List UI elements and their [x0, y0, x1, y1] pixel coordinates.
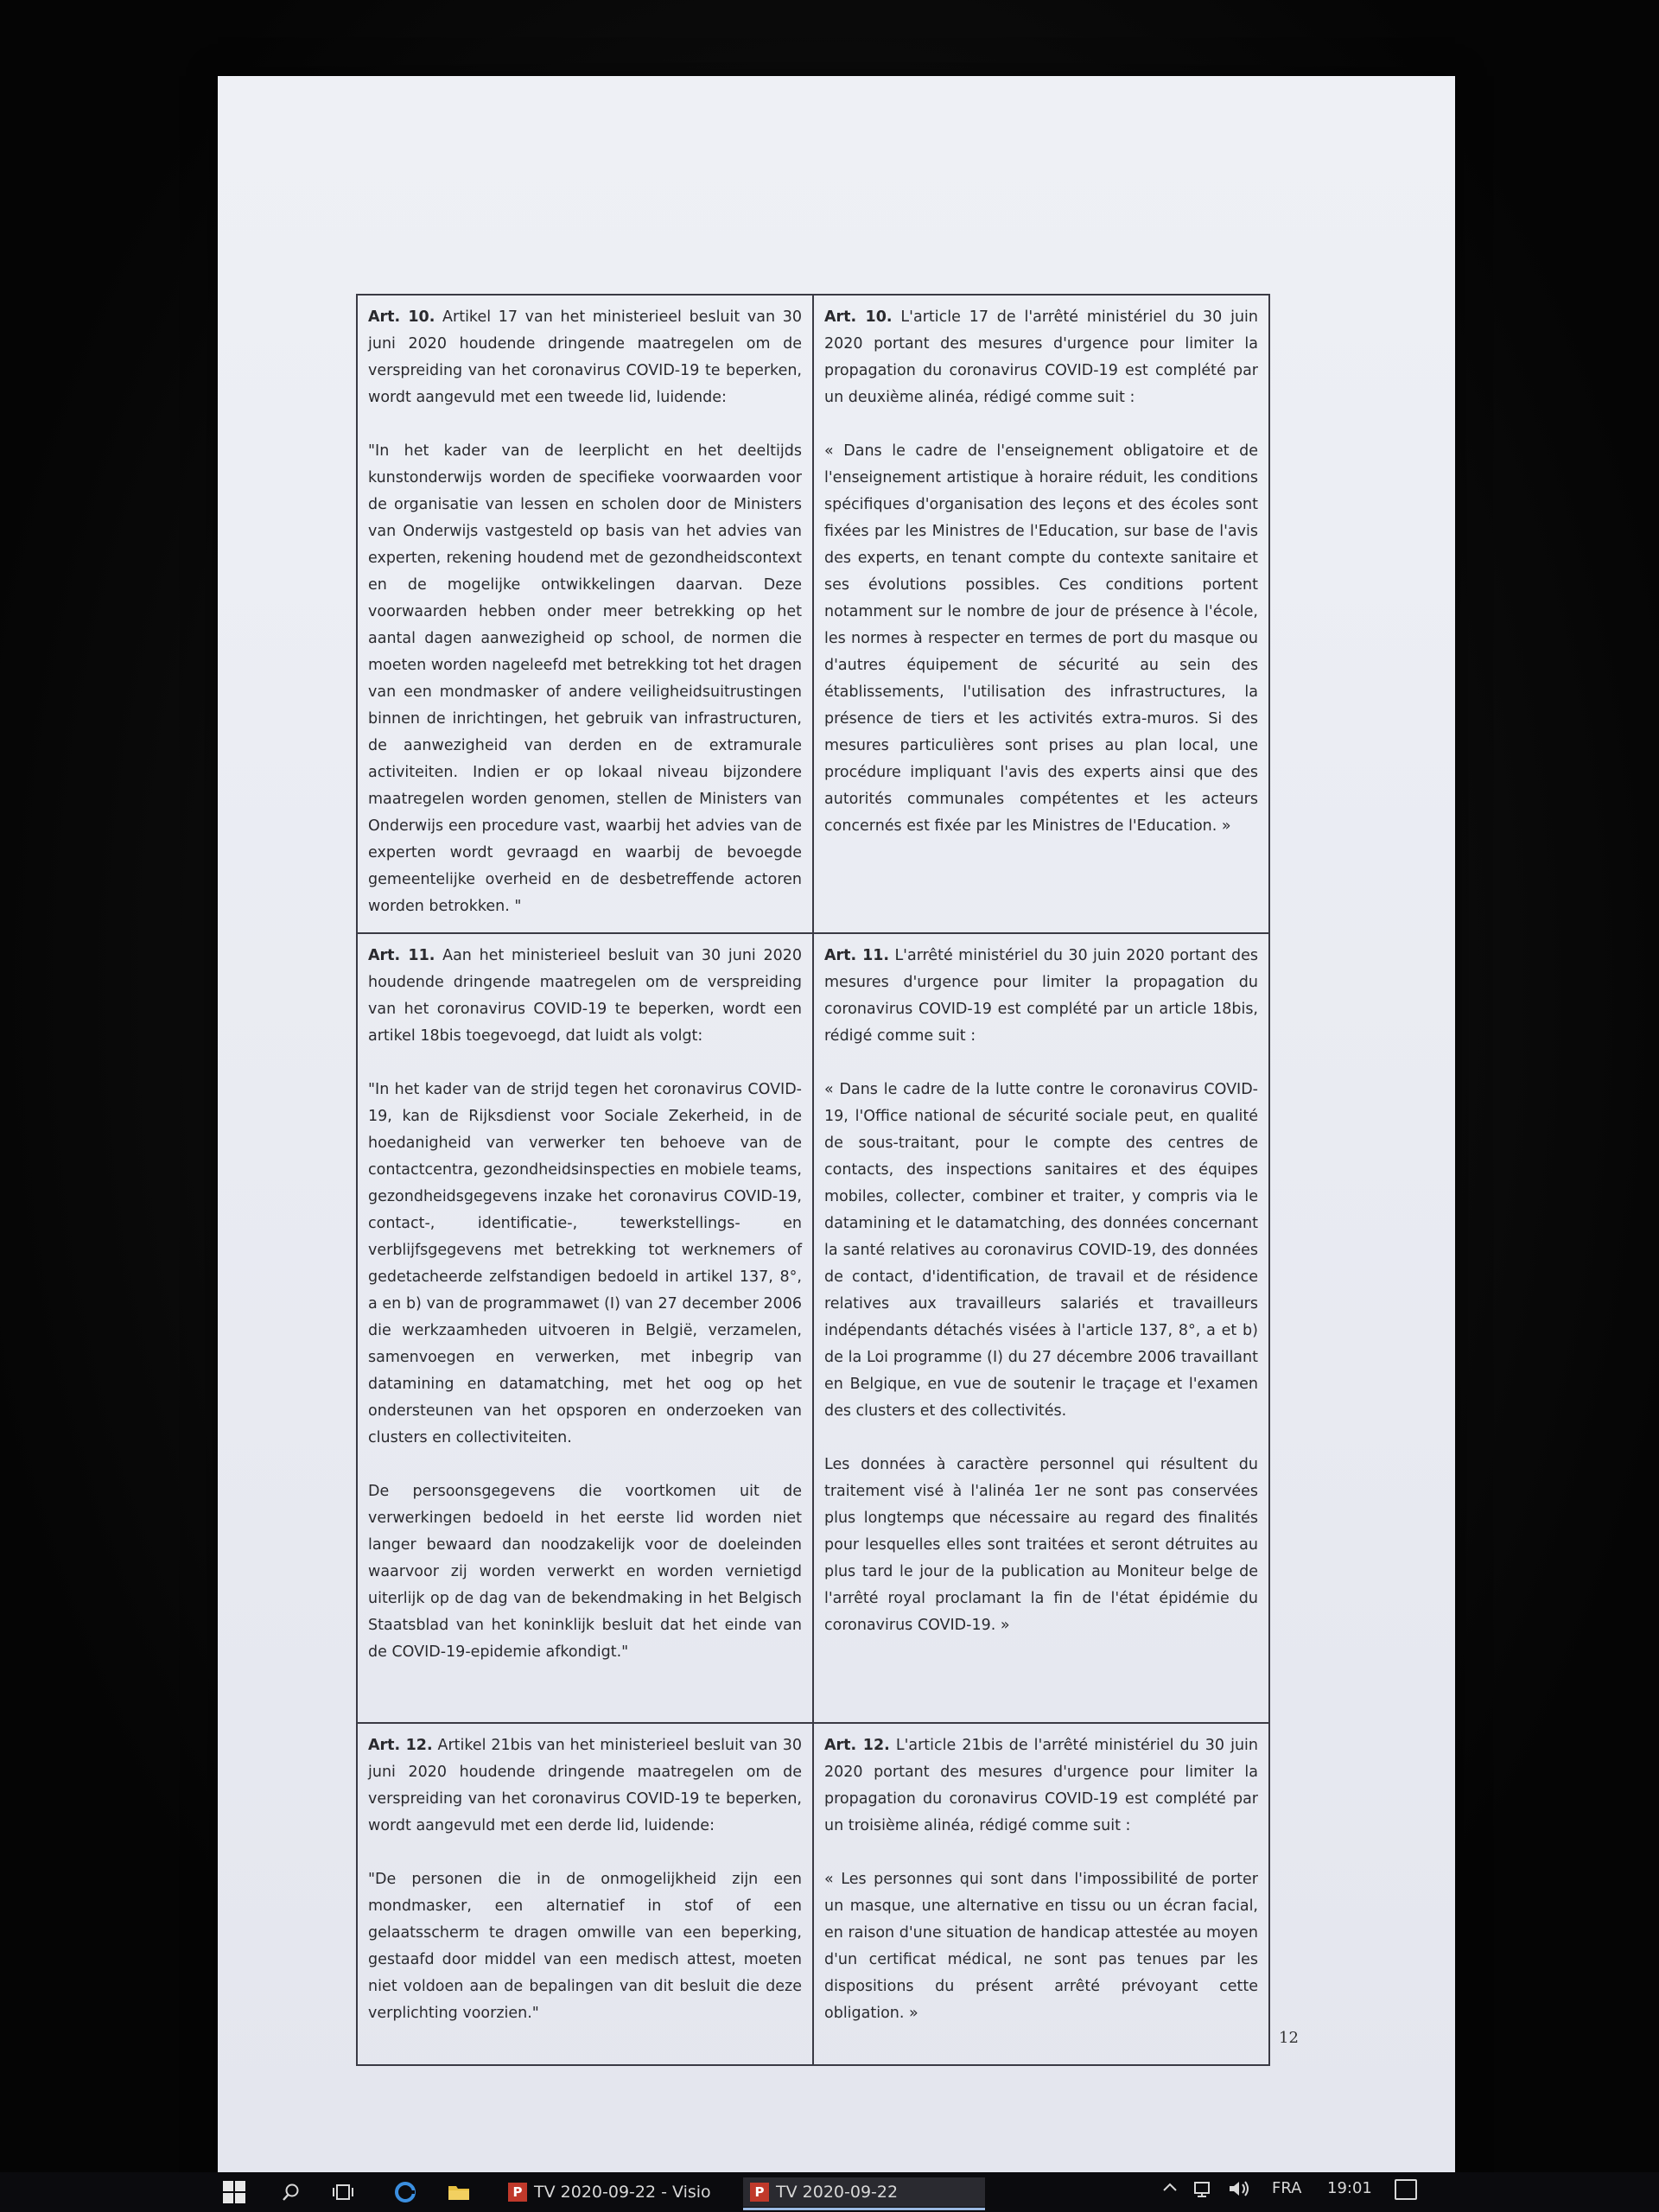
article-11-french-quote: « Dans le cadre de la lutte contre le coronavirus COVID-19, l'Office national de sécurité sociale peut, en qualité de sous-traitant, pour le compte des centres de contacts, des inspections sanitaires et des équipes mobiles, collecter, combiner et traiter, y compris via le datamining et le datamatching, des données concernant la santé relatives au coronavirus COVID-19, des données de contact, d'identification, de travail et de résidence relatives aux travailleurs salariés et travailleurs indépendants détachés visées à l'article 137, 8°, a et b) de la Loi programme (I) du 27 décembre 2006 travaillant en Belgique, en vue de soutenir le traçage et l'examen des clusters et des collectivités. [824, 1081, 1258, 1420]
article-12-dutch-cell [357, 1723, 813, 2065]
show-hidden-icons-chevron-icon[interactable] [1161, 2179, 1179, 2201]
article-11-dutch-second-paragraph: De persoonsgegevens die voortkomen uit de verwerkingen bedoeld in het eerste lid worden niet langer bewaard dan noodzakelijk voor de doeleinden waarvoor zij worden verwerkt en worden vernietigd uiterlijk op de dag van de bekendmaking in het Belgisch Staatsblad van het koninklijk besluit dat het einde van de COVID-19-epidemie afkondigt." [368, 1483, 802, 1661]
taskbar-app-visio[interactable] [501, 2177, 743, 2207]
input-language-indicator[interactable]: FRA [1272, 2179, 1302, 2197]
article-11-dutch-quote: "In het kader van de strijd tegen het coronavirus COVID-19, kan de Rijksdienst voor Sociale Zekerheid, in de hoedanigheid van verwerker ten behoeve van de contactcentra, gezondheidsinspecties en mobiele teams, gezondheidsgegevens inzake het coronavirus COVID-19, contact-, identificatie-, tewerkstellings- en verblijfsgegevens met betrekking tot werknemers of gedetacheerde zelfstandigen bedoeld in artikel 137, 8°, a en b) van de programmawet (I) van 27 december 2006 die werkzaamheden uitvoeren in België, verzamelen, samenvoegen en verwerken, met inbegrip van datamining en datamatching, met het oog op het ondersteunen van het opsporen en onderzoeken van clusters en collectiviteiten. [368, 1081, 802, 1446]
network-glyph-icon [1192, 2179, 1213, 2198]
article-number: Art. 10. [368, 308, 435, 326]
search-icon[interactable] [278, 2179, 304, 2205]
notification-bubble-icon [1395, 2179, 1417, 2200]
network-icon[interactable] [1192, 2179, 1213, 2202]
windows-start-icon[interactable] [221, 2179, 247, 2205]
article-number: Art. 11. [368, 947, 435, 964]
article-text: L'article 17 de l'arrêté ministériel du 30 juin 2020 portant des mesures d'urgence pour limiter la propagation du coronavirus COVID-19 est complété par un deuxième alinéa, rédigé comme suit : [824, 308, 1258, 406]
article-text: L'article 21bis de l'arrêté ministériel du 30 juin 2020 portant des mesures d'urgence pour limiter la propagation du coronavirus COVID-19 est complété par un troisième alinéa, rédigé comme suit : [824, 1737, 1258, 1834]
article-number: Art. 11. [824, 947, 890, 964]
search-glyph-icon [281, 2182, 302, 2202]
article-11-french-intro [824, 943, 1258, 1050]
article-11-dutch-intro [368, 943, 802, 1050]
article-11-french-second-paragraph: Les données à caractère personnel qui résultent du traitement visé à l'alinéa 1er ne sont pas conservées plus longtemps que nécessaire au regard des finalités pour lesquelles elles sont traitées et seront détruites au plus tard le jour de la publication au Moniteur belge de l'arrêté royal proclamant la fin de l'état épidémie du coronavirus COVID-19. » [824, 1456, 1258, 1634]
taskbar-app-label: TV 2020-09-22 [776, 2183, 899, 2202]
volume-icon[interactable] [1227, 2179, 1251, 2202]
article-number: Art. 12. [824, 1737, 890, 1754]
powerpoint-icon: P [508, 2183, 527, 2202]
article-text: Aan het ministerieel besluit van 30 juni 2020 houdende dringende maatregelen om de verspreiding van het coronavirus COVID-19 te beperken, wordt een artikel 18bis toegevoegd, dat luidt als volgt: [368, 947, 802, 1045]
edge-glyph-icon [394, 2181, 416, 2203]
page-number: 12 [1279, 2029, 1299, 2047]
powerpoint-icon: P [750, 2183, 769, 2202]
windows-taskbar [0, 2172, 1659, 2212]
table-row [357, 295, 1269, 933]
table-row [357, 1723, 1269, 2065]
article-text: Artikel 17 van het ministerieel besluit van 30 juni 2020 houdende dringende maatregelen om de verspreiding van het coronavirus COVID-19 te beperken, wordt aangevuld met een tweede lid, luidende: [368, 308, 802, 406]
article-text: Artikel 21bis van het ministerieel besluit van 30 juni 2020 houdende dringende maatregelen om de verspreiding van het coronavirus COVID-19 te beperken, wordt aangevuld met een derde lid, luidende: [368, 1737, 802, 1834]
article-10-dutch-quote: "In het kader van de leerplicht en het deeltijds kunstonderwijs worden de specifieke voorwaarden voor de organisatie van lessen en scholen door de Ministers van Onderwijs vastgesteld op basis van het advies van experten, rekening houdend met de gezondheidscontext en de mogelijke ontwikkelingen daarvan. Deze voorwaarden hebben onder meer betrekking op het aantal dagen aanwezigheid op school, de normen die moeten worden nageleefd met betrekking tot het dragen van een mondmasker of andere veiligheidsuitrustingen binnen de inrichtingen, het gebruik van infrastructuren, de aanwezigheid van derden en de extramurale activiteiten. Indien er op lokaal niveau bijzondere maatregelen worden genomen, stellen de Ministers van Onderwijs een procedure vast, waarbij het advies van de experten wordt gevraagd en waarbij de bevoegde gemeentelijke overheid en de desbetreffende actoren worden betrokken. " [368, 442, 802, 915]
windows-logo-icon [223, 2181, 245, 2203]
chevron-up-icon [1161, 2179, 1179, 2196]
task-view-glyph-icon [332, 2183, 354, 2202]
action-center-icon[interactable] [1395, 2179, 1417, 2200]
article-number: Art. 12. [368, 1737, 433, 1754]
article-11-french-cell [813, 933, 1269, 1723]
speaker-icon [1227, 2179, 1251, 2198]
document-page [218, 76, 1455, 2176]
folder-icon [447, 2182, 471, 2202]
article-10-dutch-cell [357, 295, 813, 933]
article-12-french-intro [824, 1732, 1258, 1840]
article-12-french-cell [813, 1723, 1269, 2065]
article-12-dutch-intro [368, 1732, 802, 1840]
bilingual-article-table [356, 294, 1270, 2066]
table-row [357, 933, 1269, 1723]
article-number: Art. 10. [824, 308, 893, 326]
article-10-french-cell [813, 295, 1269, 933]
article-12-dutch-quote: "De personen die in de onmogelijkheid zijn een mondmasker, een alternatief in stof of een gelaatsscherm te dragen omwille van een beperking, gestaafd door middel van een medisch attest, moeten niet voldoen aan de bepalingen van dit besluit die deze verplichting voorzien." [368, 1871, 802, 2022]
article-10-dutch-intro [368, 304, 802, 411]
article-text: L'arrêté ministériel du 30 juin 2020 portant des mesures d'urgence pour limiter la propagation du coronavirus COVID-19 est complété par un article 18bis, rédigé comme suit : [824, 947, 1259, 1045]
article-10-french-quote: « Dans le cadre de l'enseignement obligatoire et de l'enseignement artistique à horaire réduit, les conditions spécifiques d'organisation des leçons et des écoles sont fixées par les Ministres de l'Education, sur base de l'avis des experts, en tenant compte du contexte sanitaire et ses évolutions possibles. Ces conditions portent notamment sur le nombre de jour de présence à l'école, les normes à respecter en termes de port du masque ou d'autres équipement de sécurité au sein des établissements, l'utilisation des infrastructures, la présence de tiers et les activités extra-muros. Si des mesures particulières sont prises au plan local, une procédure impliquant l'avis des experts ainsi que des autorités communales compétentes et les acteurs concernés est fixée par les Ministres de l'Education. » [824, 442, 1258, 835]
article-10-french-intro [824, 304, 1258, 411]
taskbar-app-active-document[interactable] [743, 2177, 985, 2207]
article-11-dutch-cell [357, 933, 813, 1723]
taskbar-app-label: TV 2020-09-22 - Visio [534, 2183, 711, 2202]
task-view-icon[interactable] [330, 2179, 356, 2205]
file-explorer-icon[interactable] [446, 2179, 472, 2205]
system-clock[interactable]: 19:01 [1327, 2179, 1372, 2197]
article-12-french-quote: « Les personnes qui sont dans l'impossibilité de porter un masque, une alternative en tissu ou un écran facial, en raison d'une situation de handicap attestée au moyen d'un certificat médical, ne sont pas tenues par les dispositions du présent arrêté prévoyant cette obligation. » [824, 1871, 1258, 2022]
edge-browser-icon[interactable] [392, 2179, 418, 2205]
